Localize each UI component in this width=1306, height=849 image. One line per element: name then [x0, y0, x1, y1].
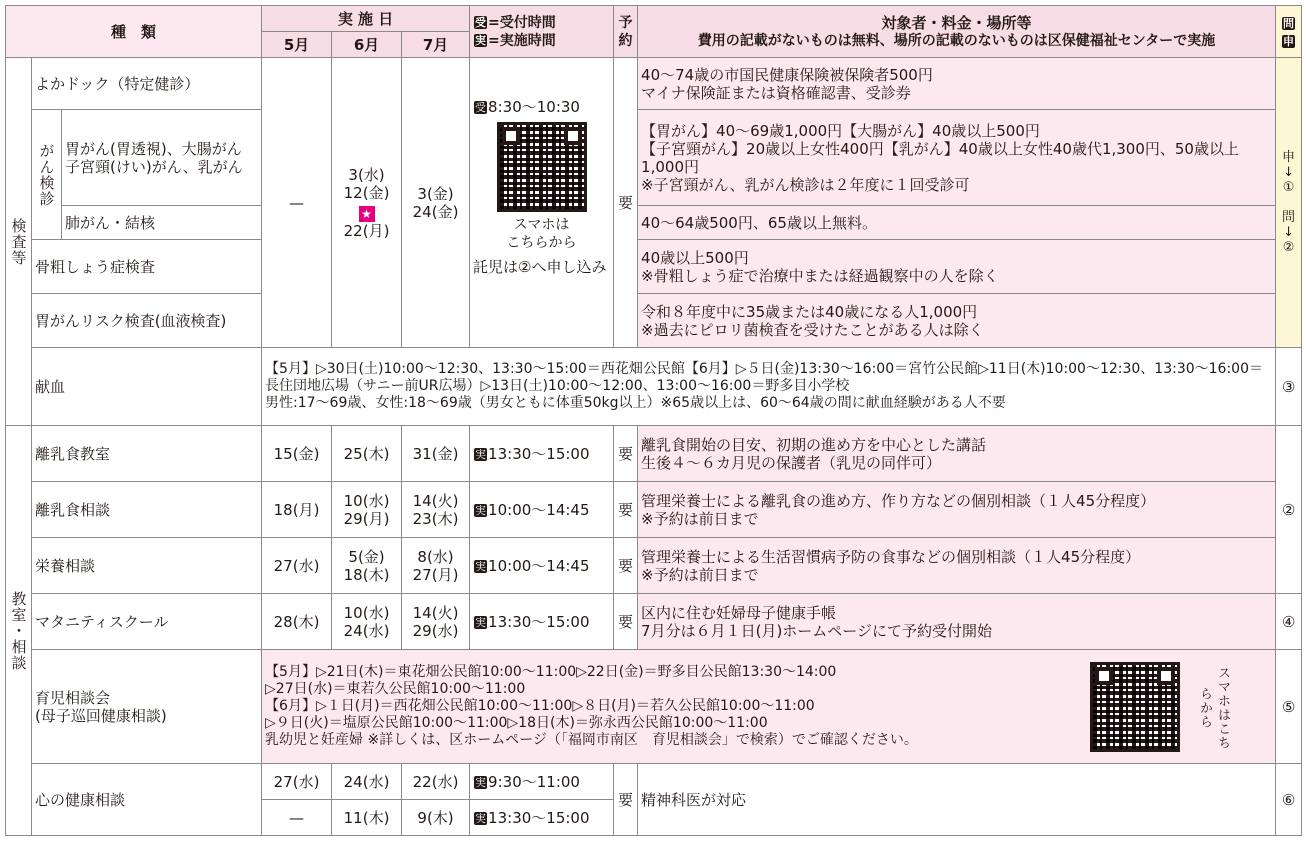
eiyo-time: 実 10:00〜14:45 [470, 538, 614, 594]
kokoro-may2: — [262, 800, 332, 836]
qr-code-icon[interactable] [497, 122, 587, 212]
row-kotsu-name: 骨粗しょう症検査 [32, 240, 262, 294]
group-gan: がん検診 [32, 110, 62, 240]
eiyo-detail: 管理栄養士による生活習慣病予防の食事などの個別相談（１人45分程度） ※予約は前日まで [638, 538, 1276, 594]
group-kyoshitsu: 教室・相談 [6, 426, 32, 836]
row-gan2-detail: 40〜64歳500円、65歳以上無料。 [638, 206, 1276, 240]
kensa-reserve: 要 [614, 58, 638, 348]
kensa-may: — [262, 58, 332, 348]
header-date: 実 施 日 [262, 6, 470, 32]
rinyu-so-jun: 10(水) 29(月) [332, 482, 402, 538]
rinyu-kyo-detail: 離乳食開始の目安、初期の進め方を中心とした講話 生後４〜６カ月児の保護者（乳児の同伴可） [638, 426, 1276, 482]
kensa-time: 受 8:30〜10:30 スマホは こちらから 託児は②へ申し込み [470, 58, 614, 348]
matanity-detail: 区内に住む妊婦母子健康手帳 7月分は６月１日(月)ホームページにて予約受付開始 [638, 594, 1276, 650]
row-risk-detail: 令和８年度中に35歳または40歳になる人1,000円 ※過去にピロリ菌検査を受けたことがある人は除く [638, 294, 1276, 348]
eiyo-jul: 8(水) 27(月) [402, 538, 470, 594]
rinyu-kyo-jun: 25(木) [332, 426, 402, 482]
eiyo-jun: 5(金) 18(木) [332, 538, 402, 594]
header-jul: 7月 [402, 32, 470, 58]
row-rinyu-kyo-name: 離乳食教室 [32, 426, 262, 482]
star-icon: ★ [359, 206, 375, 222]
kokoro-jun2: 11(木) [332, 800, 402, 836]
kensa-contact: 申 ↓ ① 問 ↓ ② [1276, 58, 1302, 348]
schedule-table [5, 5, 1302, 836]
kokoro-contact: ⑥ [1276, 764, 1302, 836]
uketsuke-icon: 受 [475, 15, 487, 29]
matanity-may: 28(木) [262, 594, 332, 650]
qr-code-icon[interactable] [1090, 662, 1180, 752]
row-kotsu-detail: 40歳以上500円 ※骨粗しょう症で治療中または経過観察中の人を除く [638, 240, 1276, 294]
row-ikuji-name: 育児相談会 (母子巡回健康相談) [32, 650, 262, 764]
matanity-reserve: 要 [614, 594, 638, 650]
row-kenketsu-detail: 【5月】▷30日(土)10:00〜12:30、13:30〜15:00＝西花畑公民館【6月】▷５日(金)13:30〜16:00＝宮竹公民館▷11日(木)10:00〜12:30、13:30〜16:00＝長住団地広場（サニー前UR広場）▷13日(土)10:00〜12:00、13:00〜16:00＝野多目小学校 男性:17〜69歳、女性:18〜69歳（男女ともに体重50kg以上）※65歳以上は、60〜64歳の間に献血経験がある人不要 [262, 348, 1276, 426]
header-time: 受 =受付時間 実 =実施時間 [470, 6, 614, 58]
rinyu-so-detail: 管理栄養士による離乳食の進め方、作り方などの個別相談（１人45分程度） ※予約は前日まで [638, 482, 1276, 538]
header-target: 対象者・料金・場所等 費用の記載がないものは無料、場所の記載のないものは区保健福祉センターで実施 [638, 6, 1276, 58]
kokoro-time2: 実 13:30〜15:00 [470, 800, 614, 836]
kokoro-detail: 精神科医が対応 [638, 764, 1276, 836]
matanity-jun: 10(水) 24(水) [332, 594, 402, 650]
rinyu-so-jul: 14(火) 23(木) [402, 482, 470, 538]
kokoro-jul1: 22(水) [402, 764, 470, 800]
row-gan1-name: 胃がん(胃透視)、大腸がん 子宮頸(けい)がん、乳がん [62, 110, 262, 206]
jisshi-icon: 実 [475, 33, 487, 47]
kokoro-reserve: 要 [614, 764, 638, 836]
row-kokoro-name: 心の健康相談 [32, 764, 262, 836]
eiyo-reserve: 要 [614, 538, 638, 594]
rinyu-contact: ② [1276, 426, 1302, 594]
row-yoka-name: よかドック（特定健診） [32, 58, 262, 110]
rinyu-kyo-may: 15(金) [262, 426, 332, 482]
group-kensa: 検査等 [6, 58, 32, 426]
kokoro-jul2: 9(木) [402, 800, 470, 836]
kokoro-may1: 27(水) [262, 764, 332, 800]
ikuji-qr-note: スマホはこちらから [1197, 666, 1231, 750]
rinyu-kyo-reserve: 要 [614, 426, 638, 482]
header-may: 5月 [262, 32, 332, 58]
row-yoka-detail: 40〜74歳の市国民健康保険被保険者500円 マイナ保険証または資格確認書、受診券 [638, 58, 1276, 110]
kokoro-jun1: 24(水) [332, 764, 402, 800]
rinyu-so-may: 18(月) [262, 482, 332, 538]
header-jun: 6月 [332, 32, 402, 58]
rinyu-so-time: 実 10:00〜14:45 [470, 482, 614, 538]
header-kind: 種 類 [6, 6, 262, 58]
row-eiyo-name: 栄養相談 [32, 538, 262, 594]
kensa-jul: 3(金) 24(金) [402, 58, 470, 348]
row-kenketsu-name: 献血 [32, 348, 262, 426]
matanity-jul: 14(火) 29(水) [402, 594, 470, 650]
row-matanity-name: マタニティスクール [32, 594, 262, 650]
rinyu-kyo-jul: 31(金) [402, 426, 470, 482]
rinyu-kyo-time: 実 13:30〜15:00 [470, 426, 614, 482]
row-risk-name: 胃がんリスク検査(血液検査) [32, 294, 262, 348]
header-contact: 問 申 [1276, 6, 1302, 58]
matanity-time: 実 13:30〜15:00 [470, 594, 614, 650]
kensa-jun: 3(水) 12(金) ★ 22(月) [332, 58, 402, 348]
row-ikuji-detail: 【5月】▷21日(木)＝東花畑公民館10:00〜11:00▷22日(金)＝野多目公民館13:30〜14:00 ▷27日(水)＝東若久公民館10:00〜11:00 【6月】▷１日(月)＝西花畑公民館10:00〜11:00▷８日(月)＝若久公民館10:00〜11:00 ▷９日(火)＝塩原公民館10:00〜11:00▷18日(木)＝弥永西公民館10:00〜11:00 乳幼児と妊産婦 ※詳しくは、区ホームページ（「福岡市南区 育児相談会」で検索）でご確認ください。 スマホはこちらから [262, 650, 1276, 764]
matanity-contact: ④ [1276, 594, 1302, 650]
ikuji-contact: ⑤ [1276, 650, 1302, 764]
row-rinyu-so-name: 離乳食相談 [32, 482, 262, 538]
header-reserve: 予約 [614, 6, 638, 58]
kokoro-time1: 実 9:30〜11:00 [470, 764, 614, 800]
row-gan1-detail: 【胃がん】40〜69歳1,000円【大腸がん】40歳以上500円 【子宮頸がん】20歳以上女性400円【乳がん】40歳以上女性40歳代1,300円、50歳以上1,000円 ※子宮頸がん、乳がん検診は２年度に１回受診可 [638, 110, 1276, 206]
rinyu-so-reserve: 要 [614, 482, 638, 538]
eiyo-may: 27(水) [262, 538, 332, 594]
row-kenketsu-contact: ③ [1276, 348, 1302, 426]
row-gan2-name: 肺がん・結核 [62, 206, 262, 240]
